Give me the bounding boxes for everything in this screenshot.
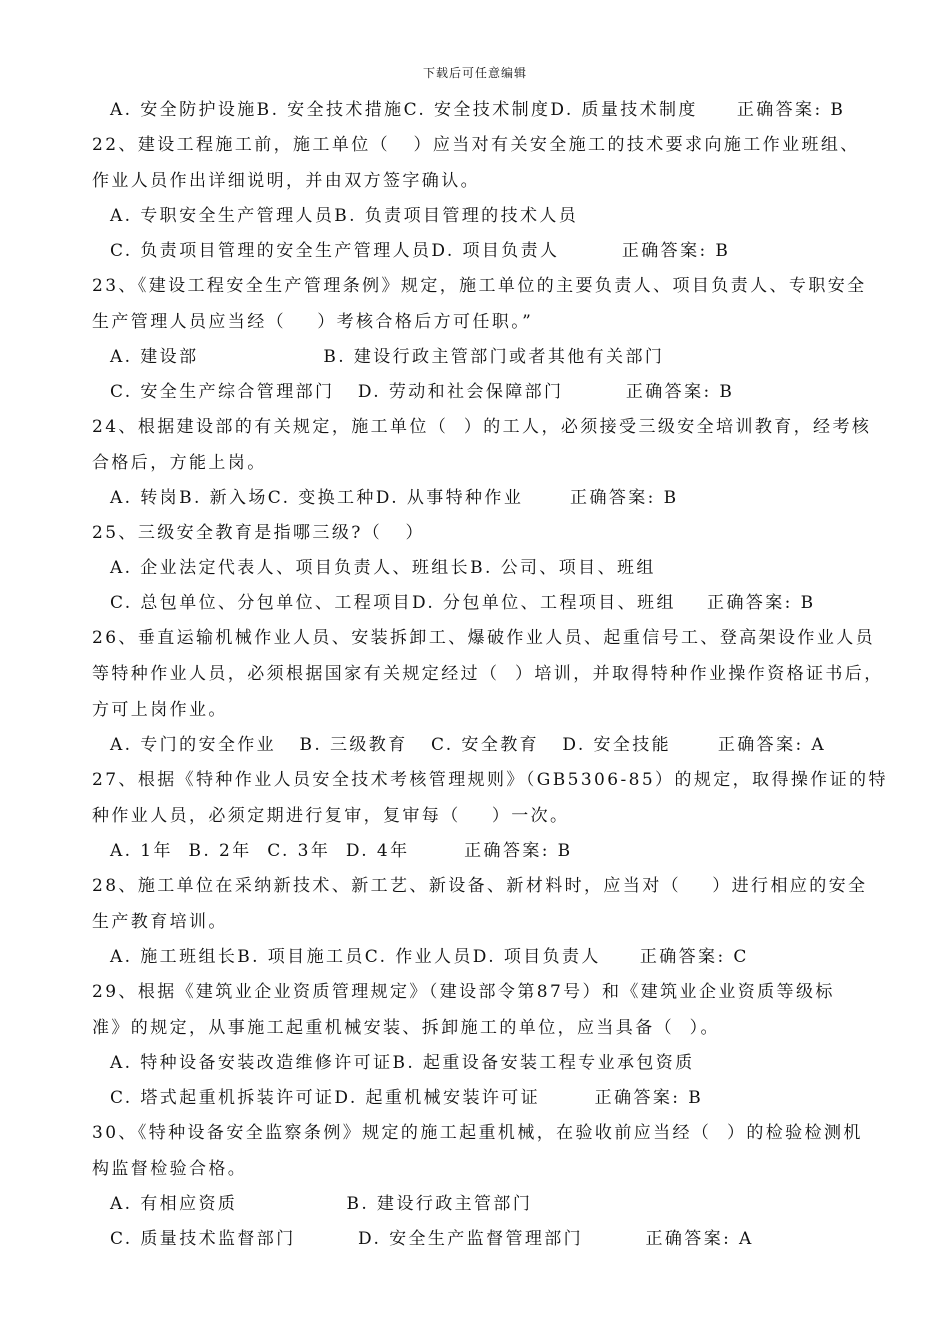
question-line: 29、根据《建筑业企业资质管理规定》（建设部令第87号）和《建筑业企业资质等级标 (92, 982, 835, 1002)
option-line: C. 塔式起重机拆装许可证D. 起重机械安装许可证 正确答案: B (110, 1088, 704, 1108)
option-line: C. 总包单位、分包单位、工程项目D. 分包单位、工程项目、班组 正确答案: B (110, 593, 816, 613)
question-line: 方可上岗作业。 (92, 700, 228, 720)
question-line: 26、垂直运输机械作业人员、安装拆卸工、爆破作业人员、起重信号工、登高架设作业人员 (92, 628, 876, 648)
option-line: A. 有相应资质 B. 建设行政主管部门 (110, 1194, 533, 1214)
option-line: A. 安全防护设施B. 安全技术措施C. 安全技术制度D. 质量技术制度 正确答案: B (110, 100, 846, 120)
question-line: 合格后，方能上岗。 (92, 453, 267, 473)
question-line: 25、三级安全教育是指哪三级?（ ） (92, 523, 425, 543)
option-line: C. 质量技术监督部门 D. 安全生产监督管理部门 正确答案: A (110, 1229, 754, 1249)
question-line: 生产教育培训。 (92, 912, 228, 932)
option-line: A. 建设部 B. 建设行政主管部门或者其他有关部门 (110, 347, 665, 367)
option-line: C. 负责项目管理的安全生产管理人员D. 项目负责人 正确答案: B (110, 241, 731, 261)
question-line: 24、根据建设部的有关规定，施工单位（ ）的工人，必须接受三级安全培训教育，经考核 (92, 417, 872, 437)
option-line: C. 安全生产综合管理部门 D. 劳动和社会保障部门 正确答案: B (110, 382, 735, 402)
option-line: A. 特种设备安装改造维修许可证B. 起重设备安装工程专业承包资质 (110, 1053, 695, 1073)
question-line: 种作业人员，必须定期进行复审，复审每（ ）一次。 (92, 806, 570, 826)
question-line: 作业人员作出详细说明，并由双方签字确认。 (92, 171, 480, 191)
question-line: 准》的规定，从事施工起重机械安装、拆卸施工的单位，应当具备（ ）。 (92, 1018, 720, 1038)
question-line: 23、《建设工程安全生产管理条例》规定，施工单位的主要负责人、项目负责人、专职安全 (92, 276, 867, 296)
question-line: 构监督检验合格。 (92, 1159, 248, 1179)
option-line: A. 转岗B. 新入场C. 变换工种D. 从事特种作业 正确答案: B (110, 488, 679, 508)
option-line: A. 专职安全生产管理人员B. 负责项目管理的技术人员 (110, 206, 579, 226)
question-line: 27、根据《特种作业人员安全技术考核管理规则》（GB5306-85）的规定，取得操作证的特 (92, 770, 888, 790)
question-line: 28、施工单位在采纳新技术、新工艺、新设备、新材料时，应当对（ ）进行相应的安全 (92, 876, 868, 896)
option-line: A. 施工班组长B. 项目施工员C. 作业人员D. 项目负责人 正确答案: C (110, 947, 749, 967)
question-line: 30、《特种设备安全监察条例》规定的施工起重机械，在验收前应当经（ ）的检验检测机 (92, 1123, 863, 1143)
option-line: A. 企业法定代表人、项目负责人、班组长B. 公司、项目、班组 (110, 558, 656, 578)
question-line: 生产管理人员应当经（ ）考核合格后方可任职。” (92, 312, 534, 332)
option-line: A. 专门的安全作业 B. 三级教育 C. 安全教育 D. 安全技能 正确答案: A (110, 735, 827, 755)
question-line: 22、建设工程施工前，施工单位（ ）应当对有关安全施工的技术要求向施工作业班组、 (92, 135, 860, 155)
question-line: 等特种作业人员，必须根据国家有关规定经过（ ）培训，并取得特种作业操作资格证书后， (92, 664, 884, 684)
page-header: 下载后可任意编辑 (422, 66, 527, 80)
option-line: A. 1年 B. 2年 C. 3年 D. 4年 正确答案: B (110, 841, 573, 861)
